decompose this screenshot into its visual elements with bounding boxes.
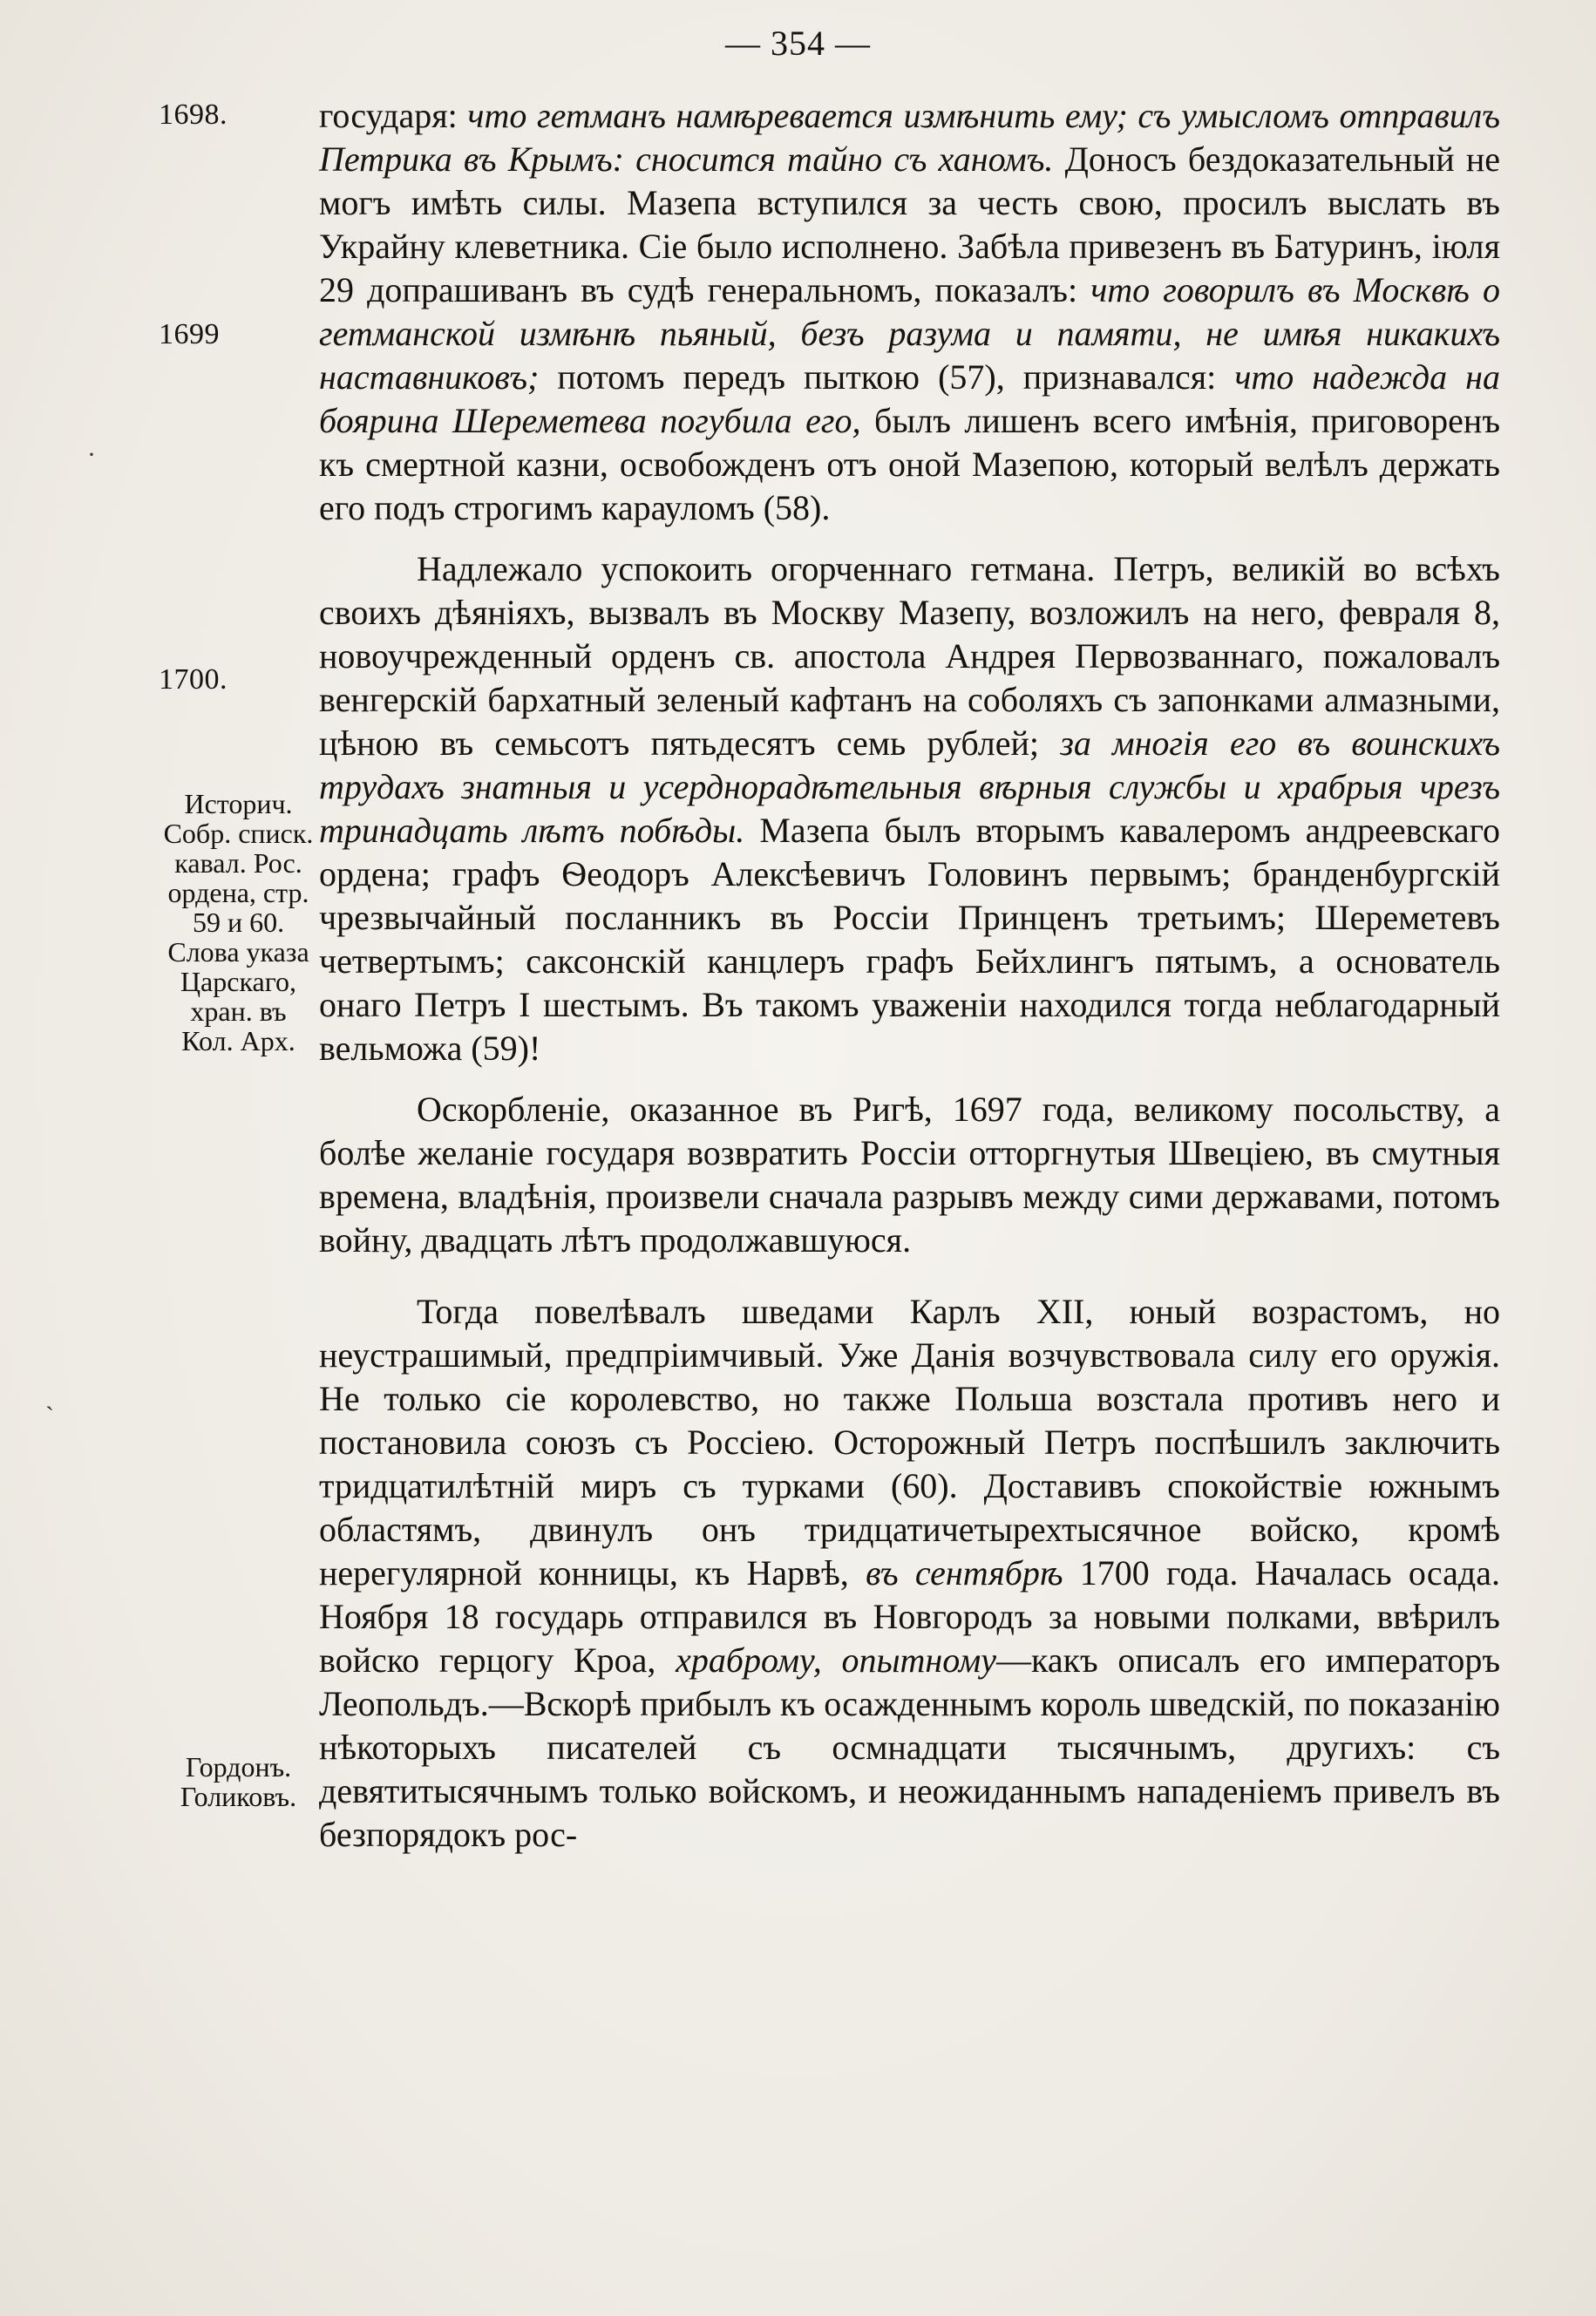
italic-quote: за многія его въ воинскихъ трудахъ знатныя и усерднорадѣтельныя вѣрныя службы и храбрыя чрезъ тринадцать лѣтъ побѣды. bbox=[319, 723, 1500, 850]
italic-quote: что гетманъ намѣревается измѣнить ему; съ умысломъ отправилъ Петрика въ Крымъ: сносится тайно съ ханомъ. bbox=[319, 96, 1500, 179]
margin-year-1700: 1700. bbox=[159, 663, 228, 696]
italic-quote: въ сентябрѣ bbox=[866, 1553, 1063, 1593]
paragraph bbox=[319, 547, 1500, 1070]
margin-note-sources: Историч. Собр. списк. кавал. Рос. ордена, стр. 59 и 60. Слова указа Царскаго, хран. въ Кол. Арх. bbox=[163, 788, 314, 1056]
text-run: государя: bbox=[319, 96, 468, 135]
paragraph bbox=[319, 1290, 1500, 1857]
body-text bbox=[319, 94, 1500, 1857]
page-number: — 354 — bbox=[725, 24, 871, 63]
italic-quote: храброму, опытному bbox=[676, 1640, 997, 1680]
text-run: Оскорбленіе, оказанное въ Ригѣ, 1697 года, великому посольству, а болѣе желаніе государя возвратить Россіи отторгнутыя Швеціею, въ смутныя времена, владѣнія, произвели сначала разрывъ между сими державами, потомъ войну, двадцать лѣтъ продолжавшуюся. bbox=[319, 1090, 1500, 1260]
text-run: Доносъ бездоказательный не могъ имѣть силы. Мазепа вступился за честь свою, просилъ выслать въ Украйну клеветника. Сіе было исполнено. Забѣла привезенъ въ Батуринъ, іюля 29 допрашиванъ въ судѣ генеральномъ, показалъ: bbox=[319, 139, 1500, 309]
margin-year-1698: 1698. bbox=[159, 98, 228, 131]
margin-mark: · bbox=[87, 440, 96, 469]
text-run: былъ лишенъ всего имѣнія, приговоренъ къ смертной казни, освобожденъ отъ оной Мазепою, который велѣлъ держать его подъ строгимъ карауломъ (58). bbox=[319, 401, 1500, 527]
text-run: 1700 года. Началась осада. Ноября 18 государь отправился въ Новгородъ за новыми полками, ввѣрилъ войско герцогу Кроа, bbox=[319, 1553, 1501, 1680]
text-run: —какъ описалъ его императоръ Леопольдъ.—Вскорѣ прибылъ къ осажденнымъ король шведскій, по показанію нѣкоторыхъ писателей съ осмнадцати тысячнымъ, другихъ: съ девятитысячнымъ только войскомъ, и неожиданнымъ нападеніемъ привелъ въ безпорядокъ рос- bbox=[319, 1640, 1500, 1854]
text-run: Тогда повелѣвалъ шведами Карлъ XII, юный возрастомъ, но неустрашимый, предпріимчивый. Уже Данія возчувствовала силу его оружія. Не только сіе королевство, но также Польша возстала противъ него и постановила союзъ съ Россіею. Осторожный Петръ поспѣшилъ заключить тридцатилѣтній миръ съ турками (60). Доставивъ спокойствіе южнымъ областямъ, двинулъ онъ тридцатичетырехтысячное войско, кромѣ нерегулярной конницы, къ Нарвѣ, bbox=[319, 1292, 1500, 1593]
italic-quote: что надежда на боярина Шереметева погубила его, bbox=[319, 357, 1501, 440]
paragraph bbox=[319, 94, 1500, 530]
margin-note-gordon: Гордонъ. Голиковъ. bbox=[180, 1751, 297, 1812]
paragraph bbox=[319, 1088, 1500, 1262]
text-run: Мазепа былъ вторымъ кавалеромъ андреевскаго ордена; графъ Ѳеодоръ Алексѣевичъ Головинъ первымъ; бранденбургскій чрезвычайный посланникъ въ Россіи Принценъ третьимъ; Шереметевъ четвертымъ; саксонскій канцлеръ графъ Бейхлингъ пятымъ, а основатель онаго Петръ I шестымъ. Въ такомъ уваженіи находился тогда неблагодарный вельможа (59)! bbox=[319, 811, 1501, 1068]
italic-quote: что говорилъ въ Москвѣ о гетманской измѣнѣ пьяный, безъ разума и памяти, не имѣя никакихъ наставниковъ; bbox=[319, 270, 1500, 397]
margin-mark: ` bbox=[45, 1402, 54, 1430]
text-run: потомъ передъ пыткою (57), признавался: bbox=[539, 357, 1235, 397]
margin-year-1699: 1699 bbox=[159, 318, 220, 350]
text-run: Надлежало успокоить огорченнаго гетмана. Петръ, великій во всѣхъ своихъ дѣяніяхъ, вызвалъ въ Москву Мазепу, возложилъ на него, февраля 8, новоучрежденный орденъ св. апостола Андрея Первозваннаго, пожаловалъ венгерскій бархатный зеленый кафтанъ на соболяхъ съ запонками алмазными, цѣною въ семьсотъ пятьдесятъ семь рублей; bbox=[319, 549, 1500, 763]
